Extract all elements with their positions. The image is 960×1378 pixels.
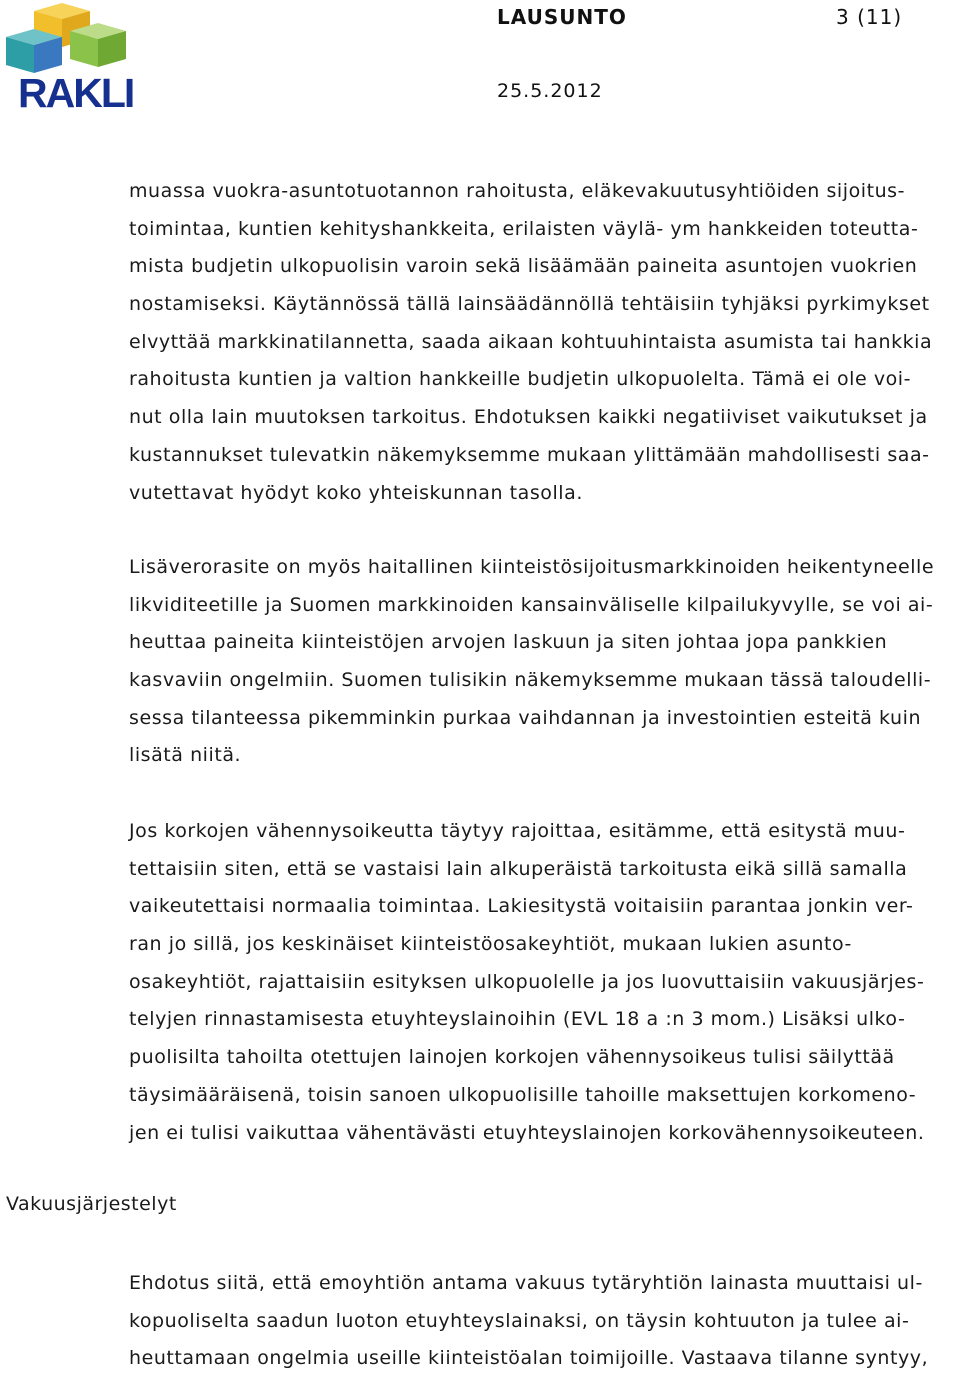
text-line: ran jo sillä, jos keskinäiset kiinteistöosakeyhtiöt, mukaan lukien asunto- <box>129 933 852 956</box>
paragraph-1 <box>129 173 959 512</box>
text-line: sessa tilanteessa pikemminkin purkaa vaihdannan ja investointien esteitä kuin <box>129 706 922 729</box>
text-line: elvyttää markkinatilannetta, saada aikaan kohtuuhintaista asumista tai hankkia <box>129 330 933 353</box>
paragraph-4 <box>129 1265 959 1378</box>
text-line: kustannukset tulevatkin näkemyksemme mukaan ylittämään mahdollisesti saa- <box>129 443 930 466</box>
text-line: kopuoliselta saadun luoton etuyhteyslainaksi, on täysin kohtuuton ja tulee ai- <box>129 1309 910 1332</box>
text-line: vutettavat hyödyt koko yhteiskunnan tasolla. <box>129 481 583 504</box>
text-line: toimintaa, kuntien kehityshankkeita, erilaisten väylä- ym hankkeiden toteutta- <box>129 217 919 240</box>
text-line: nostamiseksi. Käytännössä tällä lainsäädännöllä tehtäisiin tyhjäksi pyrkimykset <box>129 293 930 316</box>
section-heading: Vakuusjärjestelyt <box>6 1193 177 1215</box>
text-line: telyjen rinnastamisesta etuyhteyslainoihin (EVL 18 a :n 3 mom.) Lisäksi ulko- <box>129 1008 906 1031</box>
text-line: heuttamaan ongelmia useille kiinteistöalan toimijoille. Vastaava tilanne syntyy, <box>129 1347 929 1370</box>
page-number: 3 (11) <box>836 5 903 29</box>
text-line: nut olla lain muutoksen tarkoitus. Ehdotuksen kaikki negatiiviset vaikutukset ja <box>129 406 928 429</box>
text-line: rahoitusta kuntien ja valtion hankkeille budjetin ulkopuolelta. Tämä ei ole voi- <box>129 368 912 391</box>
text-line: heuttaa paineita kiinteistöjen arvojen laskuun ja siten johtaa jopa pankkien <box>129 631 888 654</box>
text-line: puolisilta tahoilta otettujen lainojen korkojen vähennysoikeus tulisi säilyttää <box>129 1046 895 1069</box>
text-line: vaikeutettaisi normaalia toimintaa. Lakiesitystä voitaisiin parantaa jonkin ver- <box>129 895 914 918</box>
text-line: täysimääräisenä, toisin sanoen ulkopuolisille tahoille maksettujen korkomeno- <box>129 1083 917 1106</box>
text-line: Lisäverorasite on myös haitallinen kiinteistösijoitusmarkkinoiden heikentyneelle <box>129 556 935 578</box>
paragraph-3 <box>129 813 959 1152</box>
logo-cubes-icon <box>4 3 128 75</box>
text-line: Jos korkojen vähennysoikeutta täytyy rajoittaa, esitämme, että esitystä muu- <box>129 820 906 842</box>
text-line: mista budjetin ulkopuolisin varoin sekä lisäämään paineita asuntojen vuokrien <box>129 255 918 278</box>
document-date: 25.5.2012 <box>497 80 603 102</box>
text-line: Ehdotus siitä, että emoyhtiön antama vakuus tytäryhtiön lainasta muuttaisi ul- <box>129 1272 923 1294</box>
logo-wordmark: RAKLI <box>18 70 134 116</box>
text-line: muassa vuokra-asuntotuotannon rahoitusta, eläkevakuutusyhtiöiden sijoitus- <box>129 180 906 202</box>
paragraph-2 <box>129 549 959 775</box>
text-line: tettaisiin siten, että se vastaisi lain alkuperäistä tarkoitusta eikä sillä samalla <box>129 857 908 880</box>
text-line: jen ei tulisi vaikuttaa vähentävästi etuyhteyslainojen korkovähennysoikeuteen. <box>129 1121 925 1144</box>
text-line: kasvaviin ongelmiin. Suomen tulisikin näkemyksemme mukaan tässä taloudelli- <box>129 669 932 692</box>
text-line: likviditeetille ja Suomen markkinoiden kansainväliselle kilpailukyvylle, se voi ai- <box>129 593 934 616</box>
text-line: osakeyhtiöt, rajattaisiin esityksen ulkopuolelle ja jos luovuttaisiin vakuusjärjes- <box>129 970 925 993</box>
document-type: LAUSUNTO <box>497 5 627 29</box>
rakli-logo <box>4 3 134 116</box>
text-line: lisätä niitä. <box>129 744 242 767</box>
